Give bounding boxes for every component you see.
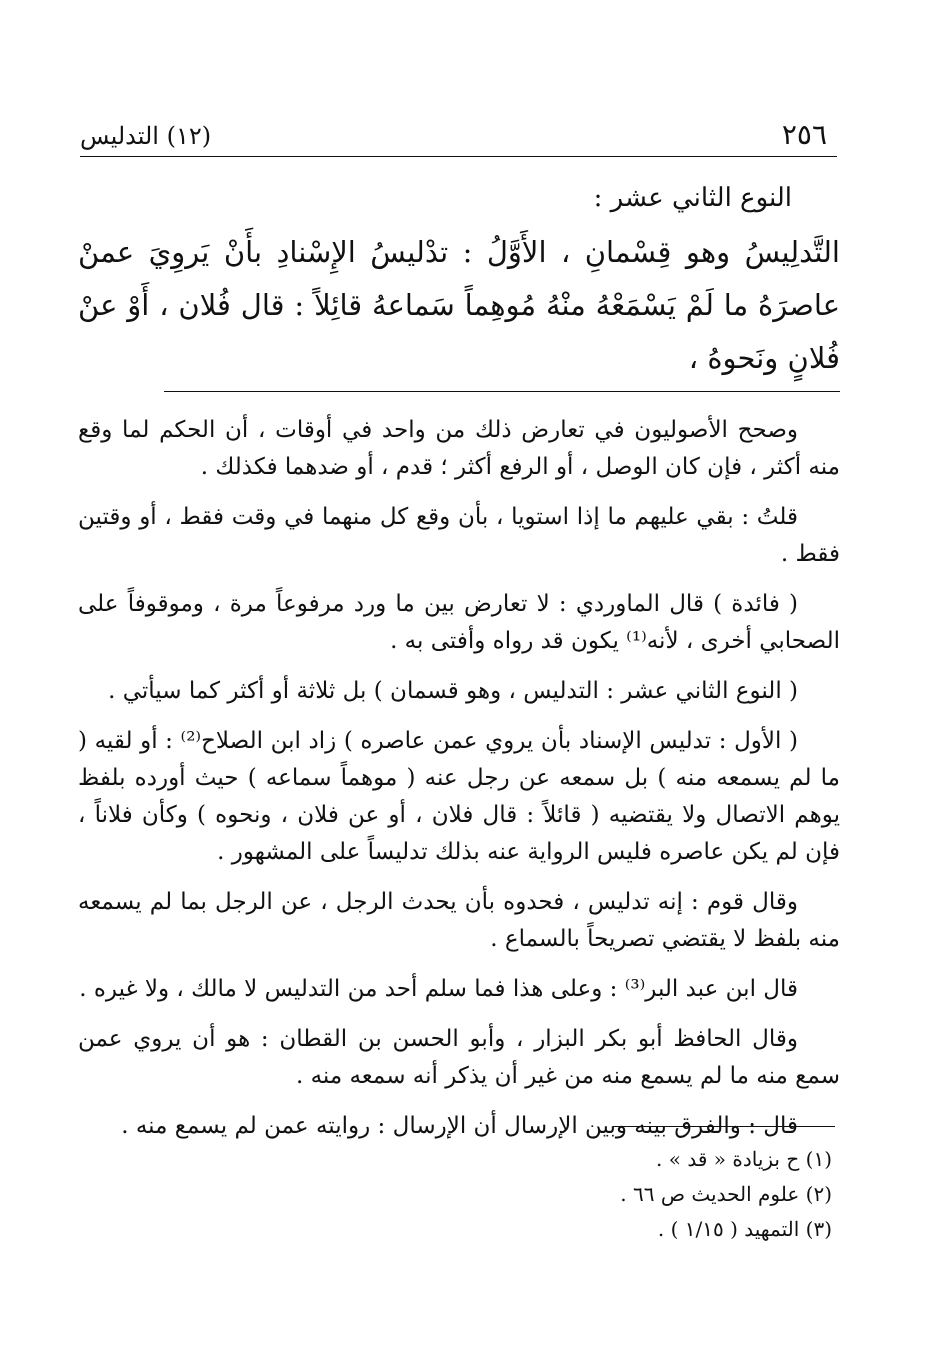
running-head	[80, 118, 837, 158]
header-rule	[80, 156, 837, 157]
commentary-paragraph: قال ابن عبد البر⁽³⁾ : وعلى هذا فما سلم أحد من التدليس لا مالك ، ولا غيره .	[79, 976, 798, 1002]
chapter-title: (١٢) التدليس	[80, 122, 212, 150]
commentary-paragraph: قال : والفرق بينه وبين الإرسال أن الإرسال : روايته عمن لم يسمع منه .	[121, 1113, 798, 1139]
footnote: (١) ح بزيادة « قد » .	[656, 1147, 832, 1171]
matn-underline	[164, 391, 840, 392]
commentary-paragraph: وقال قوم : إنه تدليس ، فحدوه بأن يحدث الرجل ، عن الرجل بما لم يسمعه منه بلفظ لا يقتضي تصريحاً بالسماع .	[78, 889, 840, 952]
commentary-paragraph: ( الأول : تدليس الإسناد بأن يروي عمن عاصره ) زاد ابن الصلاح⁽²⁾ : أو لقيه ( ما لم يسمعه منه ) بل سمعه عن رجل عنه ( موهماً سماعه ) حيث أورده بلفظ يوهم الاتصال ولا يقتضيه ( قائلاً : قال فلان ، أو عن فلان ، ونحوه ) وكأن فلاناً ، فإن لم يكن عاصره فليس الرواية عنه بذلك تدليساً على المشهور .	[78, 728, 840, 865]
commentary-paragraph: وقال الحافظ أبو بكر البزار ، وأبو الحسن بن القطان : هو أن يروي عمن سمع منه ما لم يسمع منه من غير أن يذكر أنه سمعه منه .	[78, 1026, 840, 1089]
commentary-paragraph: قلتُ : بقي عليهم ما إذا استويا ، بأن وقع كل منهما في وقت فقط ، أو وقتين فقط .	[78, 504, 840, 567]
footnote: (٢) علوم الحديث ص ٦٦ .	[620, 1182, 832, 1206]
section-heading: النوع الثاني عشر :	[593, 183, 792, 213]
page-number: ٢٥٦	[781, 118, 827, 151]
footnote: (٣) التمهيد ( ١/١٥ ) .	[657, 1217, 832, 1241]
footnotes	[80, 1142, 832, 1247]
commentary-paragraph: ( النوع الثاني عشر : التدليس ، وهو قسمان ) بل ثلاثة أو أكثر كما سيأتي .	[108, 678, 798, 704]
commentary-paragraph: وصحح الأصوليون في تعارض ذلك من واحد في أوقات ، أن الحكم لما وقع منه أكثر ، فإن كان الوصل ، أو الرفع أكثر ؛ قدم ، أو ضدهما فكذلك .	[78, 417, 840, 480]
matn-text: التَّدلِيسُ وهو قِسْمانِ ، الأَوَّلُ : تدْليسُ الإِسْنادِ بأَنْ يَروِيَ عمنْ عاصرَهُ ما لَمْ يَسْمَعْهُ منْهُ مُوهِماً سَماعهُ قائِلاً : قال فُلان ، أَوْ عنْ فُلانٍ ونَحوهُ ،	[78, 235, 840, 375]
footnote-separator	[613, 1126, 835, 1127]
page-body	[78, 176, 840, 1158]
commentary-paragraph: ( فائدة ) قال الماوردي : لا تعارض بين ما ورد مرفوعاً مرة ، وموقوفاً على الصحابي أخرى ، لأنه⁽¹⁾ يكون قد رواه وأفتى به .	[78, 591, 840, 654]
